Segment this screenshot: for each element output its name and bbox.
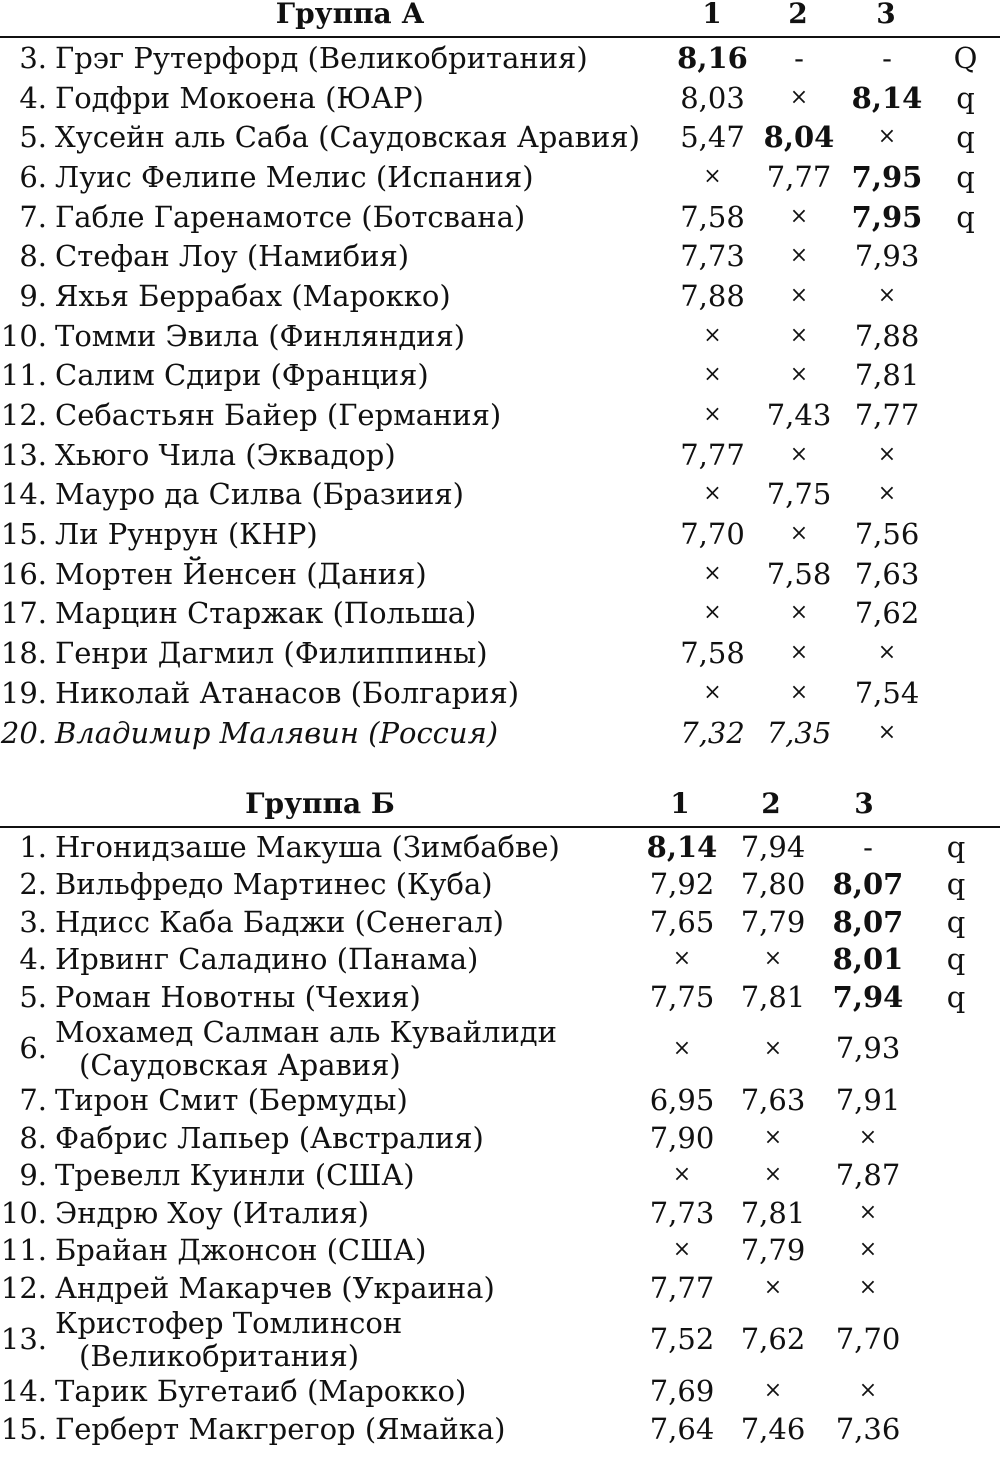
attempt-3-result: 7,36 <box>835 1411 901 1446</box>
qualification-mark <box>931 554 1000 594</box>
qualification-mark <box>912 1307 1000 1373</box>
attempt-2-result: × <box>763 1378 783 1404</box>
attempt-1-result: 7,70 <box>680 517 745 552</box>
attempt-1-result: × <box>703 322 722 348</box>
attempt-2-result: 7,46 <box>740 1411 806 1446</box>
table-row <box>0 866 1000 904</box>
qualification-mark: q <box>946 942 966 977</box>
qualification-mark <box>912 1269 1000 1307</box>
athlete-name-text: Андрей Макарчев (Украина) <box>55 1270 495 1305</box>
table-row <box>0 903 1000 941</box>
athlete-name-text: Луис Фелипе Мелис (Испания) <box>55 159 534 194</box>
table-row <box>0 1119 1000 1157</box>
table-row <box>0 514 1000 554</box>
attempt-2-result: × <box>789 84 809 110</box>
athlete-name-text: Кристофер Томлинсон <box>55 1305 403 1340</box>
table-row <box>0 1410 1000 1448</box>
column-header-1: 1 <box>702 0 722 30</box>
qualification-mark <box>912 1373 1000 1411</box>
attempt-1-result: 7,75 <box>649 979 715 1014</box>
athlete-name <box>55 633 670 673</box>
attempt-3-result: 7,87 <box>835 1158 901 1193</box>
attempt-3-result: × <box>858 1199 878 1225</box>
group-a-title: Группа А <box>275 0 425 30</box>
attempt-2-result: × <box>763 1162 783 1188</box>
athlete-name-text: Хусейн аль Саба (Саудовская Аравия) <box>55 120 640 155</box>
athlete-name-text: Себастьян Байер (Германия) <box>55 398 502 433</box>
attempt-3-result: - <box>882 40 892 75</box>
qualification-mark <box>931 475 1000 515</box>
athlete-name-text: Мохамед Салман аль Кувайлиди <box>55 1014 557 1049</box>
place-number: 16. <box>0 556 47 591</box>
attempt-3-result: 7,62 <box>854 596 920 631</box>
attempt-3-result: 7,95 <box>851 159 923 194</box>
athlete-country-text: (Саудовская Аравия) <box>79 1047 401 1082</box>
athlete-name-text: Герберт Макгрегор (Ямайка) <box>55 1411 506 1446</box>
athlete-name <box>55 1016 642 1082</box>
athlete-name-text: Роман Новотны (Чехия) <box>55 979 421 1014</box>
attempt-2-result: 7,77 <box>766 159 832 194</box>
qualification-mark <box>931 594 1000 634</box>
place-number: 6. <box>19 1031 47 1065</box>
athlete-name <box>55 514 670 554</box>
table-row <box>0 1157 1000 1195</box>
attempt-3-result: 8,01 <box>832 942 904 977</box>
table-row <box>0 1269 1000 1307</box>
place-number: 5. <box>19 979 47 1014</box>
attempt-2-result: × <box>789 640 809 666</box>
attempt-1-result: × <box>672 1162 692 1188</box>
table-row <box>0 356 1000 396</box>
attempt-2-result: × <box>763 1274 783 1300</box>
attempt-1-result: 7,69 <box>649 1374 715 1409</box>
place-number: 7. <box>19 199 47 234</box>
attempt-3-result: - <box>863 829 873 864</box>
table-row <box>0 828 1000 866</box>
attempt-1-result: 7,92 <box>649 867 715 902</box>
qualification-mark <box>912 1119 1000 1157</box>
qualification-mark <box>931 435 1000 475</box>
attempt-2-result: × <box>789 441 809 467</box>
athlete-name-text: Николай Атанасов (Болгария) <box>55 675 520 710</box>
qualification-mark: q <box>956 159 975 194</box>
athlete-name <box>55 713 670 753</box>
group-b-title: Группа Б <box>245 787 395 820</box>
place-number: 9. <box>19 278 47 313</box>
attempt-2-result: × <box>789 243 809 269</box>
athlete-name <box>55 117 670 157</box>
athlete-name <box>55 435 670 475</box>
table-row <box>0 78 1000 118</box>
qualification-mark <box>931 713 1000 753</box>
attempt-1-result: 8,16 <box>677 40 748 75</box>
qualification-mark: q <box>946 904 966 939</box>
athlete-name <box>55 78 670 118</box>
athlete-name <box>55 1157 642 1195</box>
qualification-mark <box>912 1016 1000 1082</box>
attempt-3-result: × <box>877 640 897 666</box>
place-number: 13. <box>0 437 47 472</box>
attempt-3-result: × <box>877 441 897 467</box>
athlete-name <box>55 1410 642 1448</box>
attempt-2-result: 7,81 <box>740 1195 806 1230</box>
attempt-3-result: 7,70 <box>835 1322 901 1356</box>
attempt-1-result: × <box>703 481 722 507</box>
qualification-mark <box>912 1157 1000 1195</box>
attempt-3-result: 7,81 <box>854 358 920 393</box>
group-a-header <box>0 0 1000 38</box>
attempt-2-result: 7,63 <box>740 1083 806 1118</box>
table-row <box>0 594 1000 634</box>
attempt-3-result: 7,56 <box>854 517 920 552</box>
attempt-1-result: 7,88 <box>680 278 745 313</box>
place-number: 5. <box>19 120 47 155</box>
table-row <box>0 157 1000 197</box>
table-row <box>0 1016 1000 1082</box>
place-number: 14. <box>0 477 47 512</box>
athlete-name <box>55 1307 642 1373</box>
qualification-mark: q <box>946 979 966 1014</box>
qualification-mark <box>931 236 1000 276</box>
place-number: 4. <box>19 942 47 977</box>
place-number: 12. <box>0 1270 47 1305</box>
place-number: 3. <box>19 904 47 939</box>
attempt-2-result: 7,79 <box>740 904 806 939</box>
athlete-name <box>55 316 670 356</box>
place-number: 8. <box>19 239 47 274</box>
column-header-3: 3 <box>876 0 896 30</box>
athlete-name <box>55 941 642 979</box>
athlete-name-text: Мортен Йенсен (Дания) <box>55 556 427 591</box>
attempt-3-result: 8,14 <box>851 80 923 115</box>
attempt-3-result: 7,77 <box>854 398 920 433</box>
place-number: 6. <box>19 159 47 194</box>
attempt-1-result: × <box>703 600 722 626</box>
attempt-3-result: × <box>858 1274 878 1300</box>
attempt-2-result: 7,43 <box>766 398 832 433</box>
athlete-name <box>55 276 670 316</box>
attempt-2-result: × <box>789 521 809 547</box>
athlete-name <box>55 1373 642 1411</box>
athlete-name-text: Брайан Джонсон (США) <box>55 1233 427 1268</box>
attempt-3-result: × <box>877 719 897 745</box>
table-row <box>0 713 1000 753</box>
attempt-2-result: × <box>789 600 809 626</box>
qualification-mark <box>931 276 1000 316</box>
attempt-2-result: × <box>763 1124 783 1150</box>
athlete-name <box>55 594 670 634</box>
attempt-2-result: 7,35 <box>766 715 832 750</box>
column-header-1: 1 <box>670 787 690 820</box>
athlete-name-text: Ли Рунрун (КНР) <box>55 517 318 552</box>
attempt-2-result: × <box>789 282 809 308</box>
qualification-mark <box>912 1410 1000 1448</box>
athlete-name-text: Мауро да Силва (Бразиия) <box>55 477 464 512</box>
athlete-name-text: Владимир Малявин (Россия) <box>55 715 499 750</box>
qualification-mark: q <box>946 829 966 864</box>
attempt-1-result: 7,32 <box>680 715 745 750</box>
attempt-1-result: × <box>703 402 722 428</box>
qualification-mark <box>912 1082 1000 1120</box>
table-row <box>0 633 1000 673</box>
attempt-2-result: × <box>789 679 809 705</box>
athlete-name-text: Хьюго Чила (Эквадор) <box>55 437 396 472</box>
qualification-mark: q <box>956 120 975 155</box>
attempt-2-result: 7,81 <box>740 979 806 1014</box>
attempt-1-result: × <box>672 946 692 972</box>
attempt-3-result: 7,63 <box>854 556 920 591</box>
athlete-name <box>55 38 670 78</box>
place-number: 4. <box>19 80 47 115</box>
athlete-name-text: Фабрис Лапьер (Австралия) <box>55 1120 484 1155</box>
attempt-1-result: 7,73 <box>649 1195 715 1230</box>
attempt-1-result: 8,03 <box>680 80 745 115</box>
place-number: 15. <box>0 1411 47 1446</box>
group-b-header <box>0 787 1000 828</box>
attempt-2-result: - <box>794 40 804 75</box>
athlete-name <box>55 236 670 276</box>
place-number: 8. <box>19 1120 47 1155</box>
attempt-2-result: 8,04 <box>763 120 835 155</box>
table-row <box>0 1082 1000 1120</box>
table-row <box>0 1373 1000 1411</box>
athlete-name <box>55 828 642 866</box>
attempt-1-result: 7,64 <box>649 1411 715 1446</box>
place-number: 11. <box>0 1233 47 1268</box>
group-b-table <box>0 828 1000 1448</box>
attempt-3-result: 7,93 <box>835 1031 901 1065</box>
table-row <box>0 435 1000 475</box>
table-row <box>0 117 1000 157</box>
attempt-3-result: 8,07 <box>832 867 904 902</box>
attempt-3-result: 7,88 <box>854 318 920 353</box>
attempt-3-result: 7,94 <box>832 979 904 1014</box>
attempt-3-result: × <box>877 282 897 308</box>
qualification-mark: q <box>946 867 966 902</box>
column-header-2: 2 <box>788 0 808 30</box>
table-row <box>0 673 1000 713</box>
athlete-name <box>55 1269 642 1307</box>
athlete-name <box>55 1194 642 1232</box>
attempt-1-result: × <box>703 560 722 586</box>
athlete-name <box>55 1119 642 1157</box>
attempt-2-result: × <box>763 1036 783 1061</box>
qualification-mark: Q <box>953 40 978 75</box>
athlete-name-text: Нгонидзаше Макуша (Зимбабве) <box>55 829 560 864</box>
qualification-mark <box>931 395 1000 435</box>
attempt-2-result: 7,79 <box>740 1233 806 1268</box>
table-row <box>0 38 1000 78</box>
place-number: 10. <box>0 318 47 353</box>
place-number: 7. <box>19 1083 47 1118</box>
place-number: 13. <box>0 1322 47 1356</box>
attempt-1-result: 7,58 <box>680 199 745 234</box>
attempt-3-result: 7,93 <box>854 239 920 274</box>
athlete-name-text: Генри Дагмил (Филиппины) <box>55 636 488 671</box>
athlete-name <box>55 1232 642 1270</box>
place-number: 11. <box>0 358 47 393</box>
athlete-name-text: Ндисс Каба Баджи (Сенегал) <box>55 904 504 939</box>
attempt-2-result: × <box>789 203 809 229</box>
place-number: 12. <box>0 398 47 433</box>
attempt-3-result: 7,91 <box>835 1083 901 1118</box>
athlete-country-text: (Великобритания) <box>79 1338 360 1373</box>
table-row <box>0 978 1000 1016</box>
athlete-name <box>55 903 642 941</box>
athlete-name-text: Яхья Беррабах (Марокко) <box>55 278 451 313</box>
place-number: 3. <box>19 40 47 75</box>
athlete-name-text: Тирон Смит (Бермуды) <box>55 1083 408 1118</box>
attempt-3-result: × <box>858 1237 878 1263</box>
attempt-3-result: × <box>877 481 897 507</box>
athlete-name <box>55 978 642 1016</box>
table-row <box>0 276 1000 316</box>
place-number: 18. <box>0 636 47 671</box>
place-number: 10. <box>0 1195 47 1230</box>
attempt-3-result: 7,95 <box>851 199 923 234</box>
attempt-1-result: 7,58 <box>680 636 745 671</box>
athlete-name-text: Стефан Лоу (Намибия) <box>55 239 410 274</box>
athlete-name <box>55 395 670 435</box>
column-header-2: 2 <box>761 787 781 820</box>
athlete-name <box>55 197 670 237</box>
qualification-mark <box>931 356 1000 396</box>
qualification-mark <box>931 514 1000 554</box>
athlete-name-text: Ирвинг Саладино (Панама) <box>55 942 479 977</box>
table-row <box>0 1194 1000 1232</box>
attempt-1-result: 7,77 <box>680 437 745 472</box>
qualification-mark: q <box>956 80 975 115</box>
athlete-name-text: Габле Гаренамотсе (Ботсвана) <box>55 199 526 234</box>
attempt-1-result: × <box>672 1237 692 1263</box>
athlete-name-text: Томми Эвила (Финляндия) <box>55 318 466 353</box>
group-a-table <box>0 38 1000 752</box>
attempt-2-result: 7,80 <box>740 867 806 902</box>
attempt-1-result: 7,65 <box>649 904 715 939</box>
column-header-3: 3 <box>854 787 874 820</box>
athlete-name-text: Грэг Рутерфорд (Великобритания) <box>55 40 588 75</box>
place-number: 2. <box>19 867 47 902</box>
athlete-name-text: Тарик Бугетаиб (Марокко) <box>55 1374 467 1409</box>
table-row <box>0 316 1000 356</box>
table-row <box>0 475 1000 515</box>
place-number: 14. <box>0 1374 47 1409</box>
attempt-1-result: × <box>703 163 722 189</box>
attempt-2-result: 7,62 <box>740 1322 806 1356</box>
place-number: 19. <box>0 675 47 710</box>
athlete-name <box>55 1082 642 1120</box>
attempt-1-result: 7,52 <box>649 1322 715 1356</box>
athlete-name <box>55 157 670 197</box>
place-number: 9. <box>19 1158 47 1193</box>
place-number: 20. <box>0 715 47 750</box>
qualification-mark <box>931 316 1000 356</box>
athlete-name <box>55 673 670 713</box>
group-b-section <box>0 787 1000 1448</box>
attempt-1-result: × <box>703 362 722 388</box>
attempt-2-result: × <box>789 322 809 348</box>
athlete-name-text: Вильфредо Мартинес (Куба) <box>55 867 493 902</box>
attempt-1-result: 5,47 <box>680 120 745 155</box>
table-row <box>0 197 1000 237</box>
athlete-name <box>55 475 670 515</box>
table-row <box>0 1232 1000 1270</box>
attempt-2-result: × <box>763 946 783 972</box>
athlete-name-text: Тревелл Куинли (США) <box>55 1158 415 1193</box>
attempt-3-result: 8,07 <box>832 904 904 939</box>
qualification-mark <box>931 673 1000 713</box>
qualification-mark <box>912 1194 1000 1232</box>
qualification-mark <box>931 633 1000 673</box>
table-row <box>0 1307 1000 1373</box>
attempt-3-result: 7,54 <box>854 675 920 710</box>
attempt-1-result: × <box>672 1036 692 1061</box>
attempt-1-result: 7,90 <box>649 1120 715 1155</box>
attempt-1-result: 6,95 <box>649 1083 715 1118</box>
athlete-name-text: Марцин Старжак (Польша) <box>55 596 477 631</box>
place-number: 17. <box>0 596 47 631</box>
athlete-name-text: Эндрю Хоу (Италия) <box>55 1195 370 1230</box>
attempt-2-result: × <box>789 362 809 388</box>
qualification-mark: q <box>956 199 975 234</box>
athlete-name <box>55 356 670 396</box>
attempt-3-result: × <box>858 1378 878 1404</box>
attempt-2-result: 7,58 <box>766 556 832 591</box>
athlete-name <box>55 866 642 904</box>
athlete-name <box>55 554 670 594</box>
qualification-mark <box>912 1232 1000 1270</box>
attempt-2-result: 7,94 <box>740 829 806 864</box>
attempt-1-result: × <box>703 679 722 705</box>
attempt-1-result: 7,77 <box>649 1270 715 1305</box>
table-row <box>0 395 1000 435</box>
attempt-3-result: × <box>858 1124 878 1150</box>
athlete-name-text: Годфри Мокоена (ЮАР) <box>55 80 424 115</box>
place-number: 1. <box>19 829 47 864</box>
attempt-2-result: 7,75 <box>766 477 832 512</box>
table-row <box>0 554 1000 594</box>
attempt-1-result: 8,14 <box>646 829 718 864</box>
place-number: 15. <box>0 517 47 552</box>
table-row <box>0 236 1000 276</box>
attempt-3-result: × <box>877 124 897 150</box>
attempt-1-result: 7,73 <box>680 239 745 274</box>
athlete-name-text: Салим Сдири (Франция) <box>55 358 429 393</box>
table-row <box>0 941 1000 979</box>
